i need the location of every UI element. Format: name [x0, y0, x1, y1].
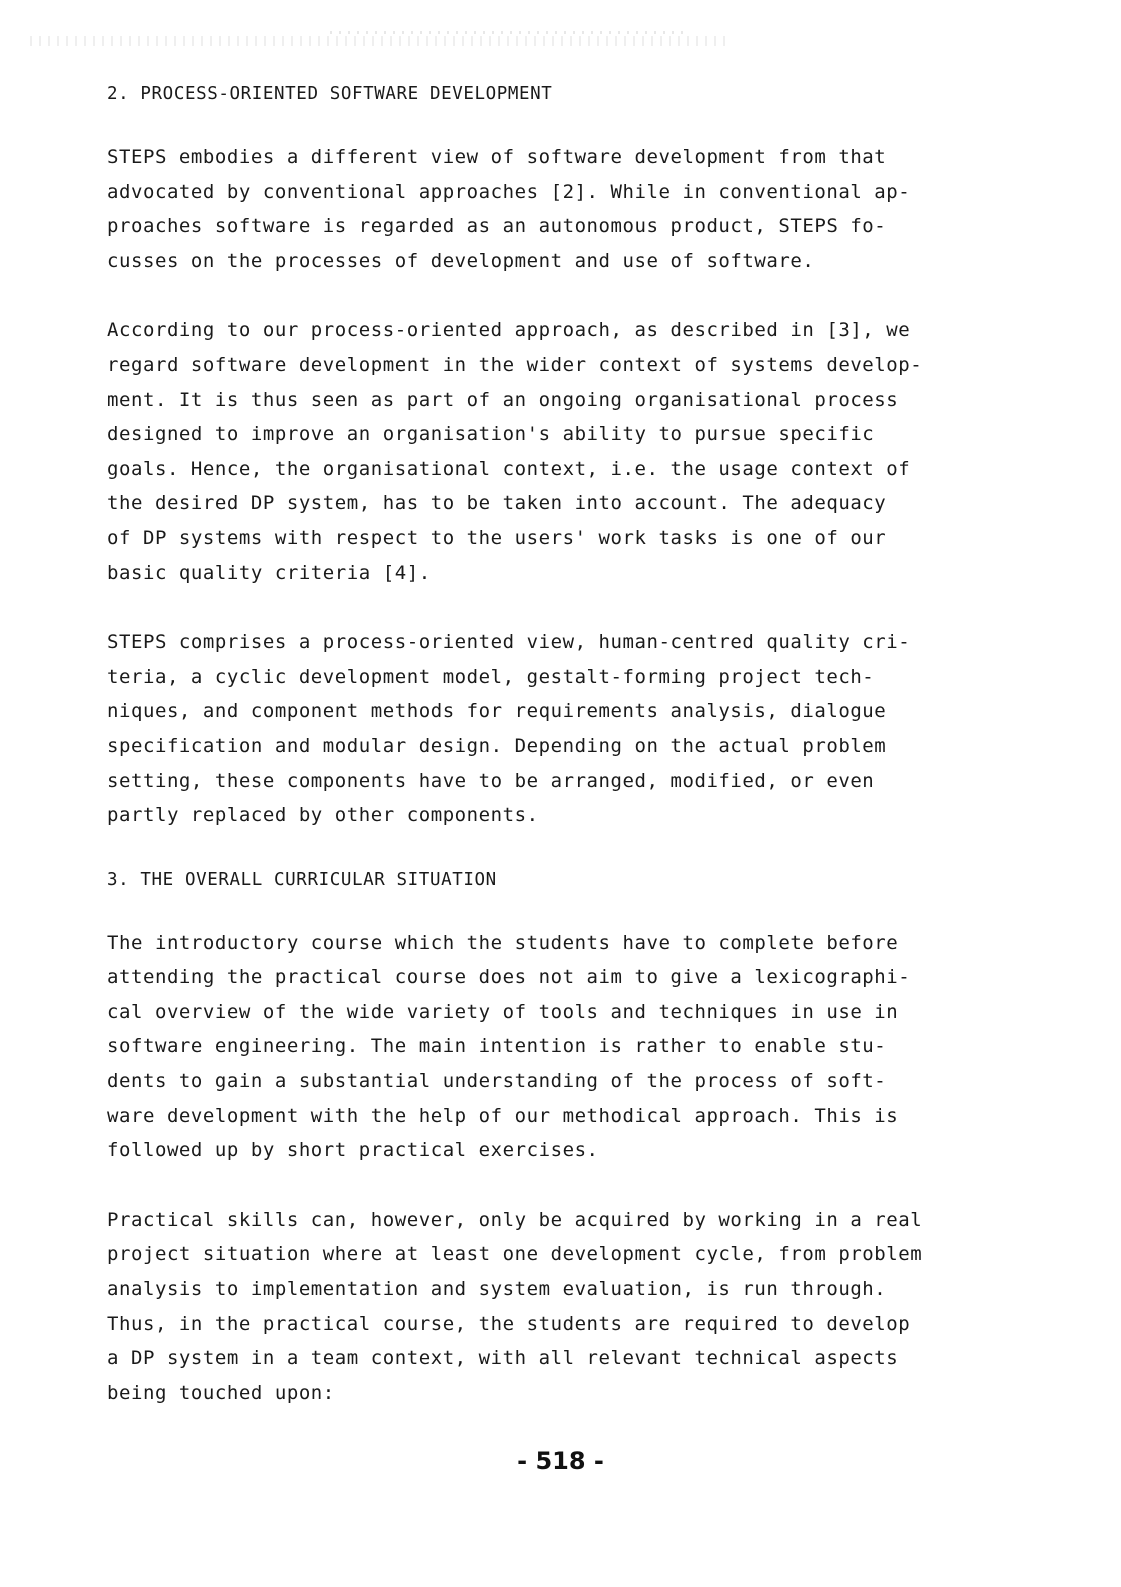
text-line: proaches software is regarded as an autonomous product, STEPS fo- [107, 215, 887, 238]
page-content [107, 82, 1087, 1445]
section-process-oriented [107, 82, 1087, 833]
text-line: attending the practical course does not aim to give a lexicographi- [107, 966, 911, 989]
section-curricular-situation [107, 868, 1087, 1411]
text-line: STEPS embodies a different view of software development from that [107, 146, 887, 168]
text-line: Thus, in the practical course, the students are required to develop [107, 1312, 911, 1335]
text-line: designed to improve an organisation's ability to pursue specific [107, 423, 875, 446]
text-line: being touched upon: [107, 1381, 335, 1404]
text-line: According to our process-oriented approach, as described in [3], we [107, 319, 911, 342]
text-line: software engineering. The main intention is rather to enable stu- [107, 1035, 887, 1058]
text-line: followed up by short practical exercises. [107, 1139, 599, 1162]
text-line: basic quality criteria [4]. [107, 561, 431, 584]
text-line: the desired DP system, has to be taken into account. The adequacy [107, 492, 887, 515]
text-line: of DP systems with respect to the users' work tasks is one of our [107, 526, 887, 549]
paragraph [107, 625, 1087, 833]
text-line: ware development with the help of our methodical approach. This is [107, 1104, 899, 1127]
text-line: cal overview of the wide variety of tools and techniques in use in [107, 1000, 899, 1023]
text-line: STEPS comprises a process-oriented view, human-centred quality cri- [107, 631, 911, 654]
text-line: teria, a cyclic development model, gestalt-forming project tech- [107, 665, 875, 688]
text-line: dents to gain a substantial understanding of the process of soft- [107, 1070, 887, 1093]
text-line: setting, these components have to be arranged, modified, or even [107, 769, 875, 792]
text-line: goals. Hence, the organisational context, i.e. the usage context of [107, 457, 911, 480]
text-line: The introductory course which the students have to complete before [107, 931, 899, 954]
text-line: niques, and component methods for requirements analysis, dialogue [107, 700, 887, 723]
text-line: specification and modular design. Depending on the actual problem [107, 734, 887, 757]
scan-artifact [30, 36, 730, 46]
text-line: a DP system in a team context, with all relevant technical aspects [107, 1347, 899, 1370]
scan-artifact [330, 31, 690, 34]
paragraph [107, 140, 1087, 278]
section-heading: 3. THE OVERALL CURRICULAR SITUATION [107, 869, 497, 890]
section-heading: 2. PROCESS-ORIENTED SOFTWARE DEVELOPMENT [107, 84, 553, 104]
text-line: partly replaced by other components. [107, 804, 539, 827]
text-line: ment. It is thus seen as part of an ongoing organisational process [107, 388, 899, 411]
text-line: advocated by conventional approaches [2]. While in conventional ap- [107, 180, 911, 203]
paragraph [107, 313, 1087, 590]
paragraph [107, 1203, 1087, 1411]
page-number: - 518 - [517, 1447, 604, 1475]
paragraph [107, 926, 1087, 1168]
text-line: Practical skills can, however, only be acquired by working in a real [107, 1208, 923, 1231]
text-line: cusses on the processes of development and use of software. [107, 249, 815, 272]
text-line: analysis to implementation and system evaluation, is run through. [107, 1278, 887, 1301]
text-line: project situation where at least one development cycle, from problem [107, 1243, 923, 1266]
text-line: regard software development in the wider context of systems develop- [107, 353, 923, 376]
